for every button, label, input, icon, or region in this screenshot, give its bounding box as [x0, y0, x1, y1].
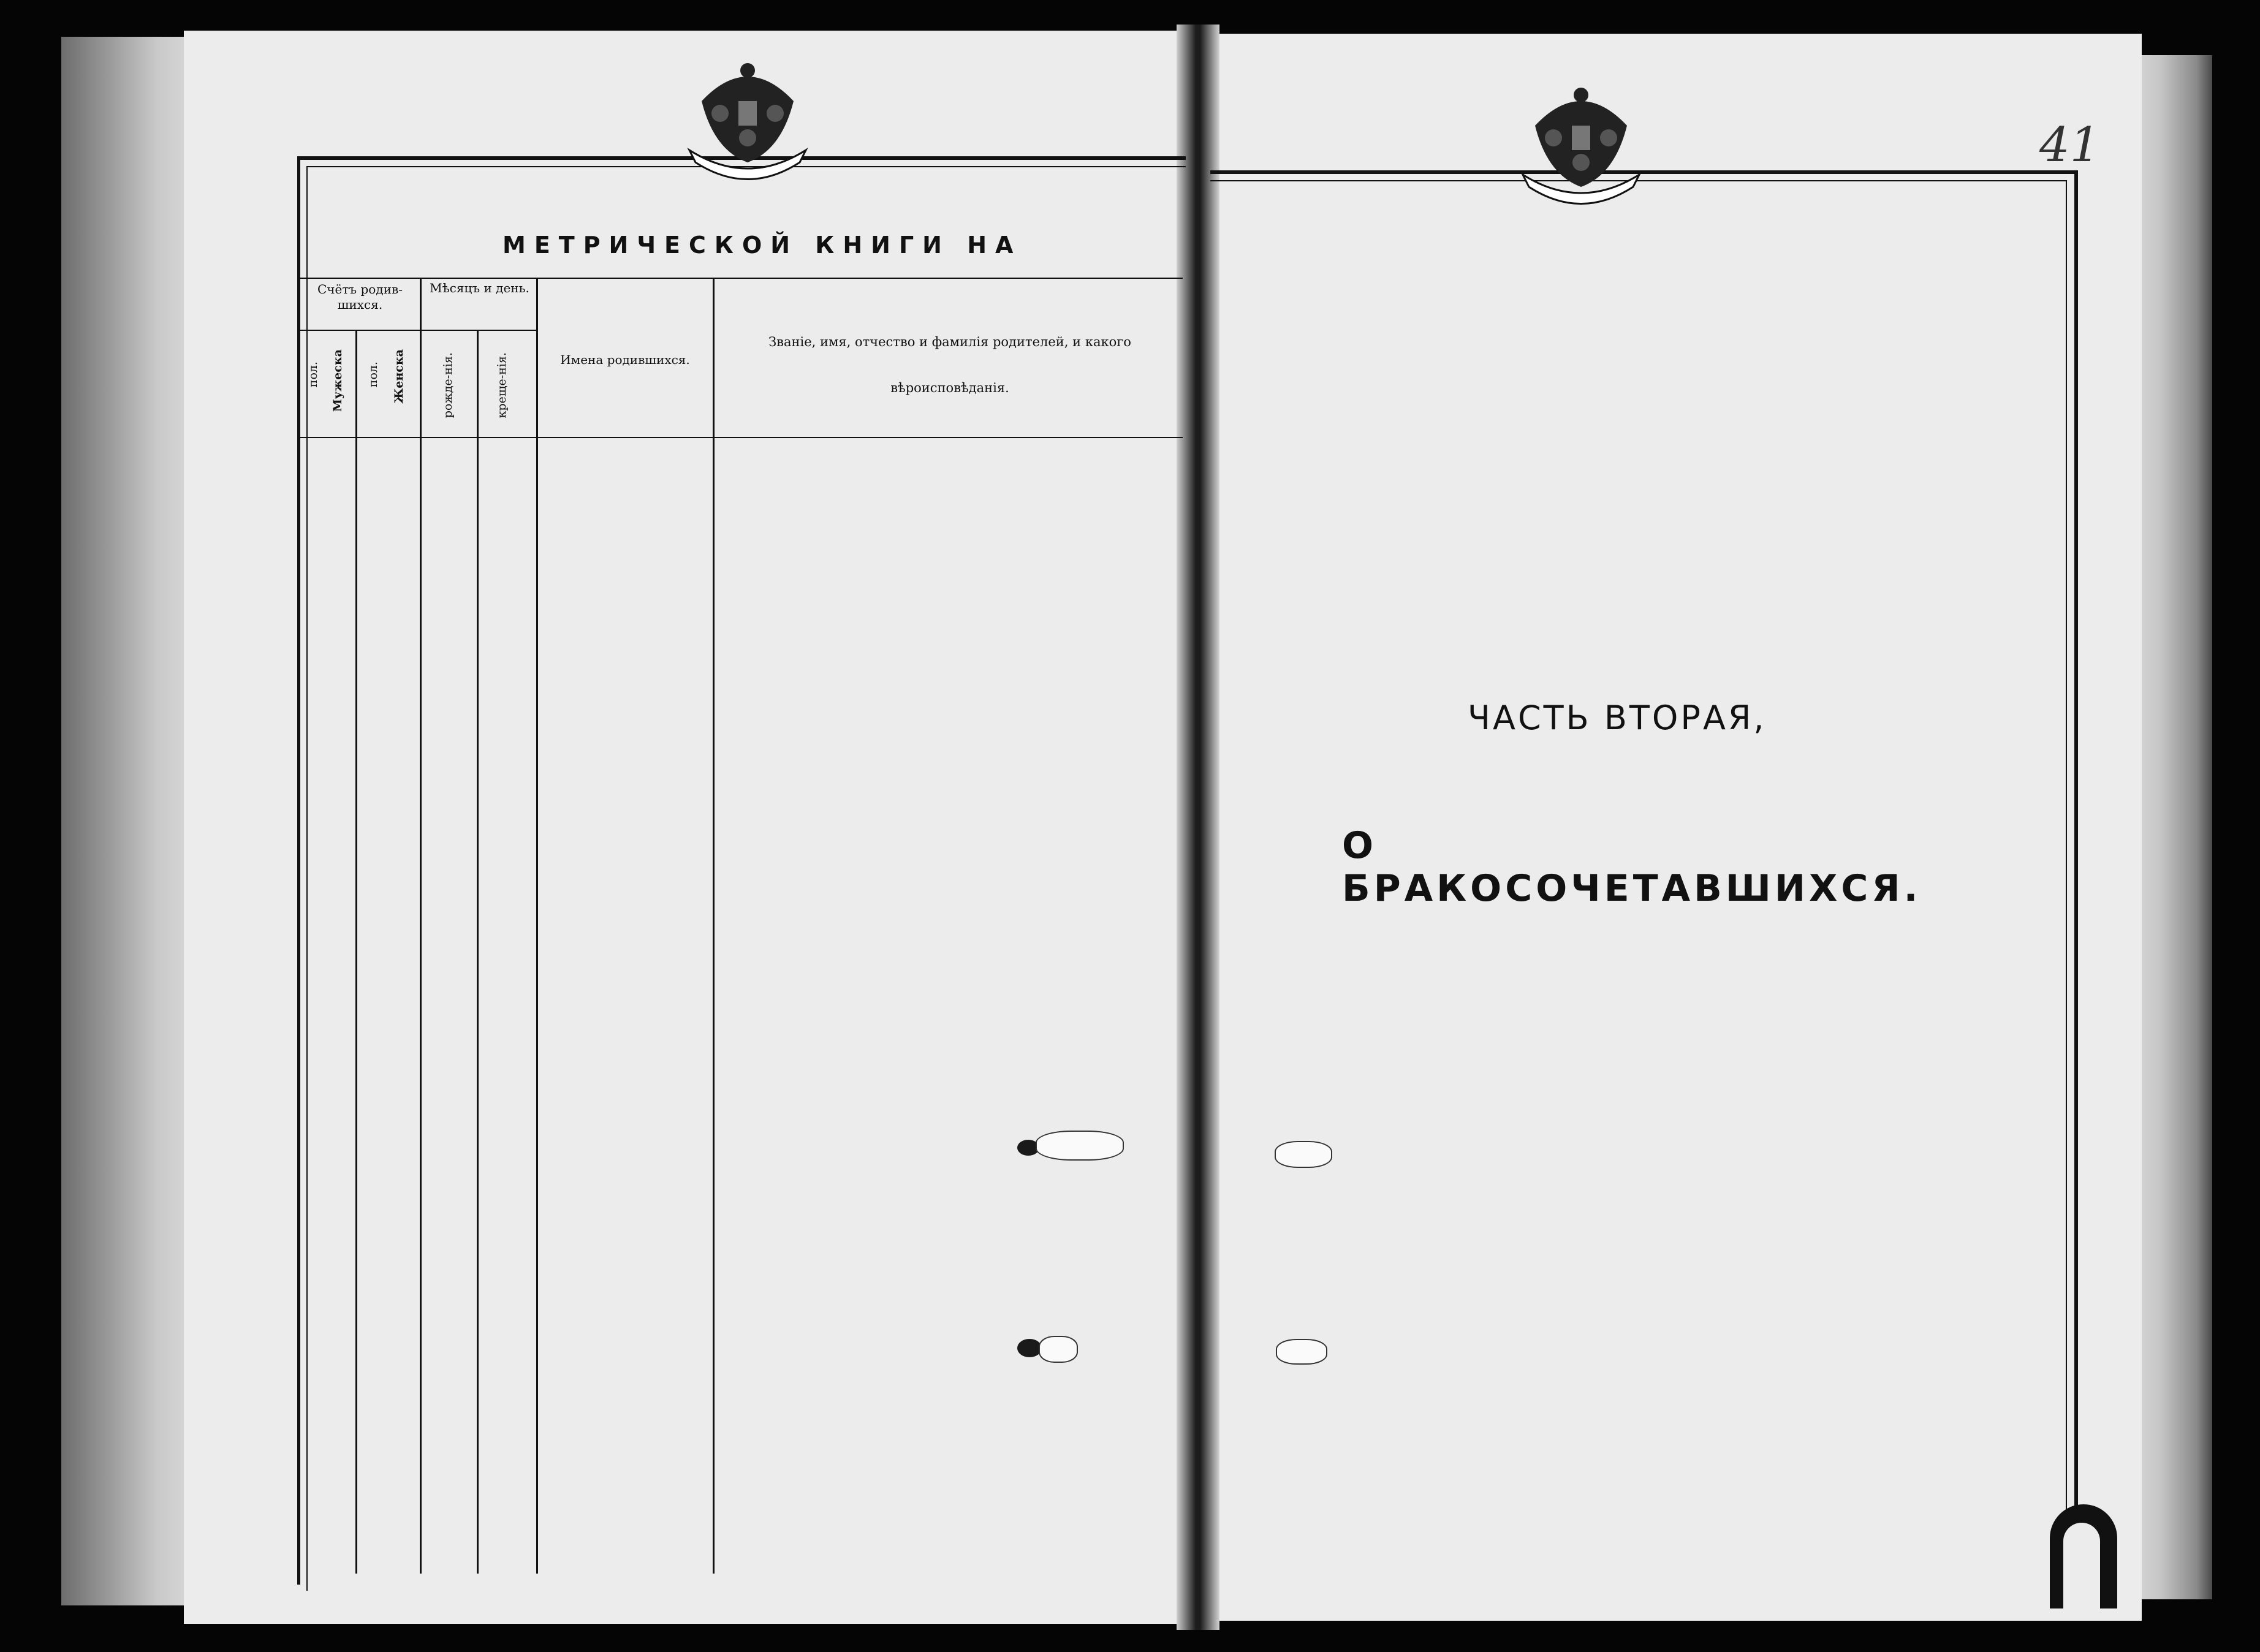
col-divider-4: [536, 278, 538, 1574]
left-page-frame: [297, 156, 1186, 1585]
paper-damage: [1036, 1131, 1124, 1161]
column-header-month-day: Мѣсяцъ и день.: [430, 281, 529, 295]
imperial-eagle-emblem-icon: [1511, 83, 1651, 205]
column-header-names: Имена родившихся.: [560, 352, 690, 367]
column-header-female: Женска: [392, 349, 406, 404]
paper-damage: [1039, 1336, 1078, 1363]
col-divider-1: [355, 330, 357, 1574]
folio-number: 41: [2039, 118, 2101, 173]
paper-damage: [1276, 1339, 1327, 1365]
part-title: ЧАСТЬ ВТОРАЯ,: [1468, 699, 1767, 737]
register-header-title: МЕТРИЧЕСКОЙ КНИГИ НА: [502, 232, 1022, 259]
col-divider-5: [713, 278, 715, 1574]
ink-blot: [1017, 1339, 1042, 1357]
col-divider-2: [420, 278, 422, 1574]
column-header-birth: рожде-нія.: [441, 352, 455, 419]
column-header-baptism: креще-нія.: [495, 352, 509, 419]
imperial-eagle-emblem-icon: [677, 58, 818, 181]
table-header-top-line: [297, 278, 1183, 279]
col-divider-3: [477, 330, 479, 1574]
column-header-count: Счётъ родив-шихся.: [317, 282, 403, 312]
column-header-sex-2: пол.: [366, 362, 380, 388]
table-header-bottom-line: [297, 437, 1183, 438]
column-header-parents-line1: Званіе, имя, отчество и фамилія родителей, и какого: [768, 335, 1131, 349]
page-tab-cutout: [2050, 1504, 2117, 1608]
paper-damage: [1275, 1141, 1332, 1168]
section-title: О БРАКОСОЧЕТАВШИХСЯ.: [1342, 824, 1922, 910]
column-header-parents-line2: вѣроисповѣданія.: [890, 381, 1009, 395]
subheader-line-count: [297, 330, 420, 331]
column-header-sex-1: пол.: [306, 362, 320, 388]
column-header-male: Мужеска: [331, 349, 344, 412]
